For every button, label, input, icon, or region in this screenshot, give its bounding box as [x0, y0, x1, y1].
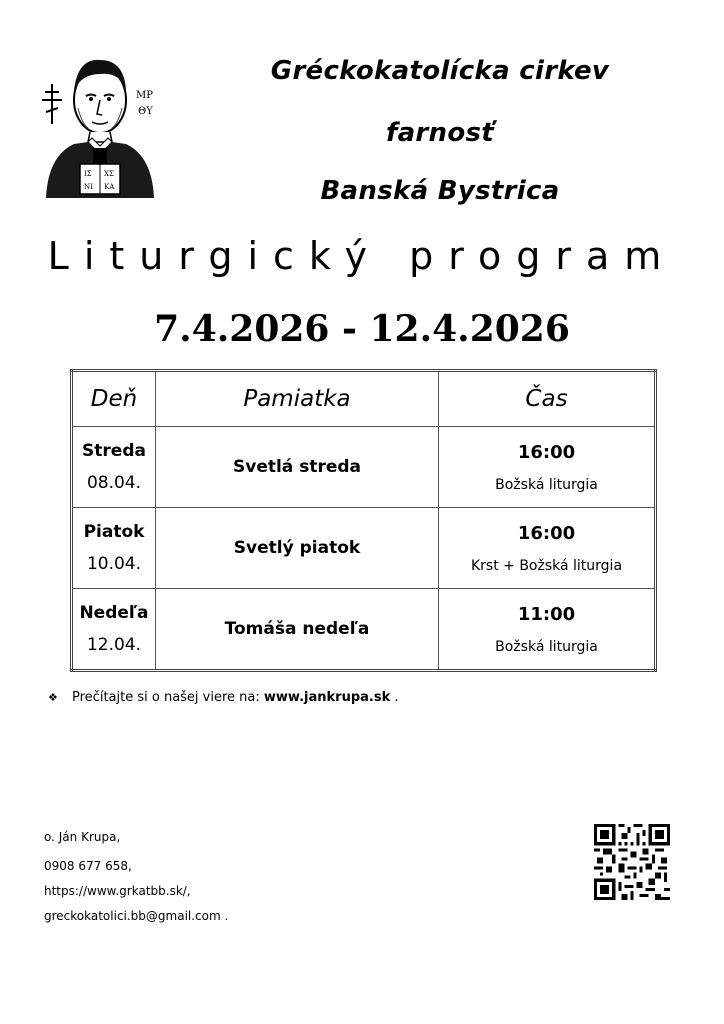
- service-time: 16:00: [517, 522, 576, 544]
- column-header-memorial: Pamiatka: [156, 371, 439, 427]
- priest-portrait-image: [38, 38, 162, 210]
- service-name: Božská liturgia: [495, 638, 598, 655]
- svg-text:ΘΥ: ΘΥ: [138, 106, 153, 117]
- column-header-time: Čas: [439, 371, 656, 427]
- svg-text:ΜΡ: ΜΡ: [136, 90, 153, 101]
- svg-text:ΙΣ: ΙΣ: [84, 170, 92, 178]
- date-range: 7.4.2026 - 12.4.2026: [154, 308, 570, 350]
- service-time: 11:00: [517, 603, 576, 625]
- day-cell: [72, 508, 156, 589]
- svg-text:ΚΑ: ΚΑ: [104, 183, 115, 191]
- table-row: [72, 589, 656, 671]
- bullet-icon: ❖: [48, 691, 58, 704]
- day-name: Nedeľa: [79, 603, 149, 623]
- time-cell: [439, 508, 656, 589]
- memorial-cell: Svetlá streda: [156, 427, 439, 508]
- cross-icon: [42, 84, 62, 124]
- program-title: Liturgický program: [47, 234, 677, 278]
- column-header-day: Deň: [72, 371, 156, 427]
- svg-text:ΝΙ: ΝΙ: [84, 183, 93, 191]
- day-date: 12.04.: [86, 635, 142, 655]
- day-cell: [72, 589, 156, 671]
- city-name: Banská Bystrica: [320, 176, 560, 206]
- day-date: 08.04.: [86, 473, 142, 493]
- church-name: Gréckokatolícka cirkev: [270, 56, 610, 86]
- service-name: Krst + Božská liturgia: [470, 557, 623, 574]
- time-cell: [439, 589, 656, 671]
- note-end: .: [394, 690, 399, 705]
- faith-note: [48, 690, 399, 705]
- service-time: 16:00: [517, 441, 576, 463]
- table-header-row: [72, 371, 656, 427]
- qr-code-icon[interactable]: [594, 824, 670, 900]
- contact-email[interactable]: greckokatolici.bb@gmail.com .: [44, 909, 229, 923]
- day-name: Piatok: [83, 522, 145, 542]
- schedule-table: [70, 369, 657, 672]
- memorial-cell: Tomáša nedeľa: [156, 589, 439, 671]
- day-cell: [72, 427, 156, 508]
- day-name: Streda: [82, 441, 146, 461]
- parish-label: farnosť: [385, 118, 495, 148]
- contact-name: o. Ján Krupa,: [44, 830, 121, 844]
- contact-phone: 0908 677 658,: [44, 859, 132, 873]
- service-name: Božská liturgia: [495, 476, 598, 493]
- contact-website[interactable]: https://www.grkatbb.sk/,: [44, 884, 191, 898]
- memorial-cell: Svetlý piatok: [156, 508, 439, 589]
- note-text: Prečítajte si o našej viere na:: [72, 690, 260, 705]
- table-row: [72, 427, 656, 508]
- svg-text:ΧΣ: ΧΣ: [104, 170, 114, 178]
- day-date: 10.04.: [86, 554, 142, 574]
- website-link[interactable]: www.jankrupa.sk: [263, 690, 391, 705]
- time-cell: [439, 427, 656, 508]
- table-row: [72, 508, 656, 589]
